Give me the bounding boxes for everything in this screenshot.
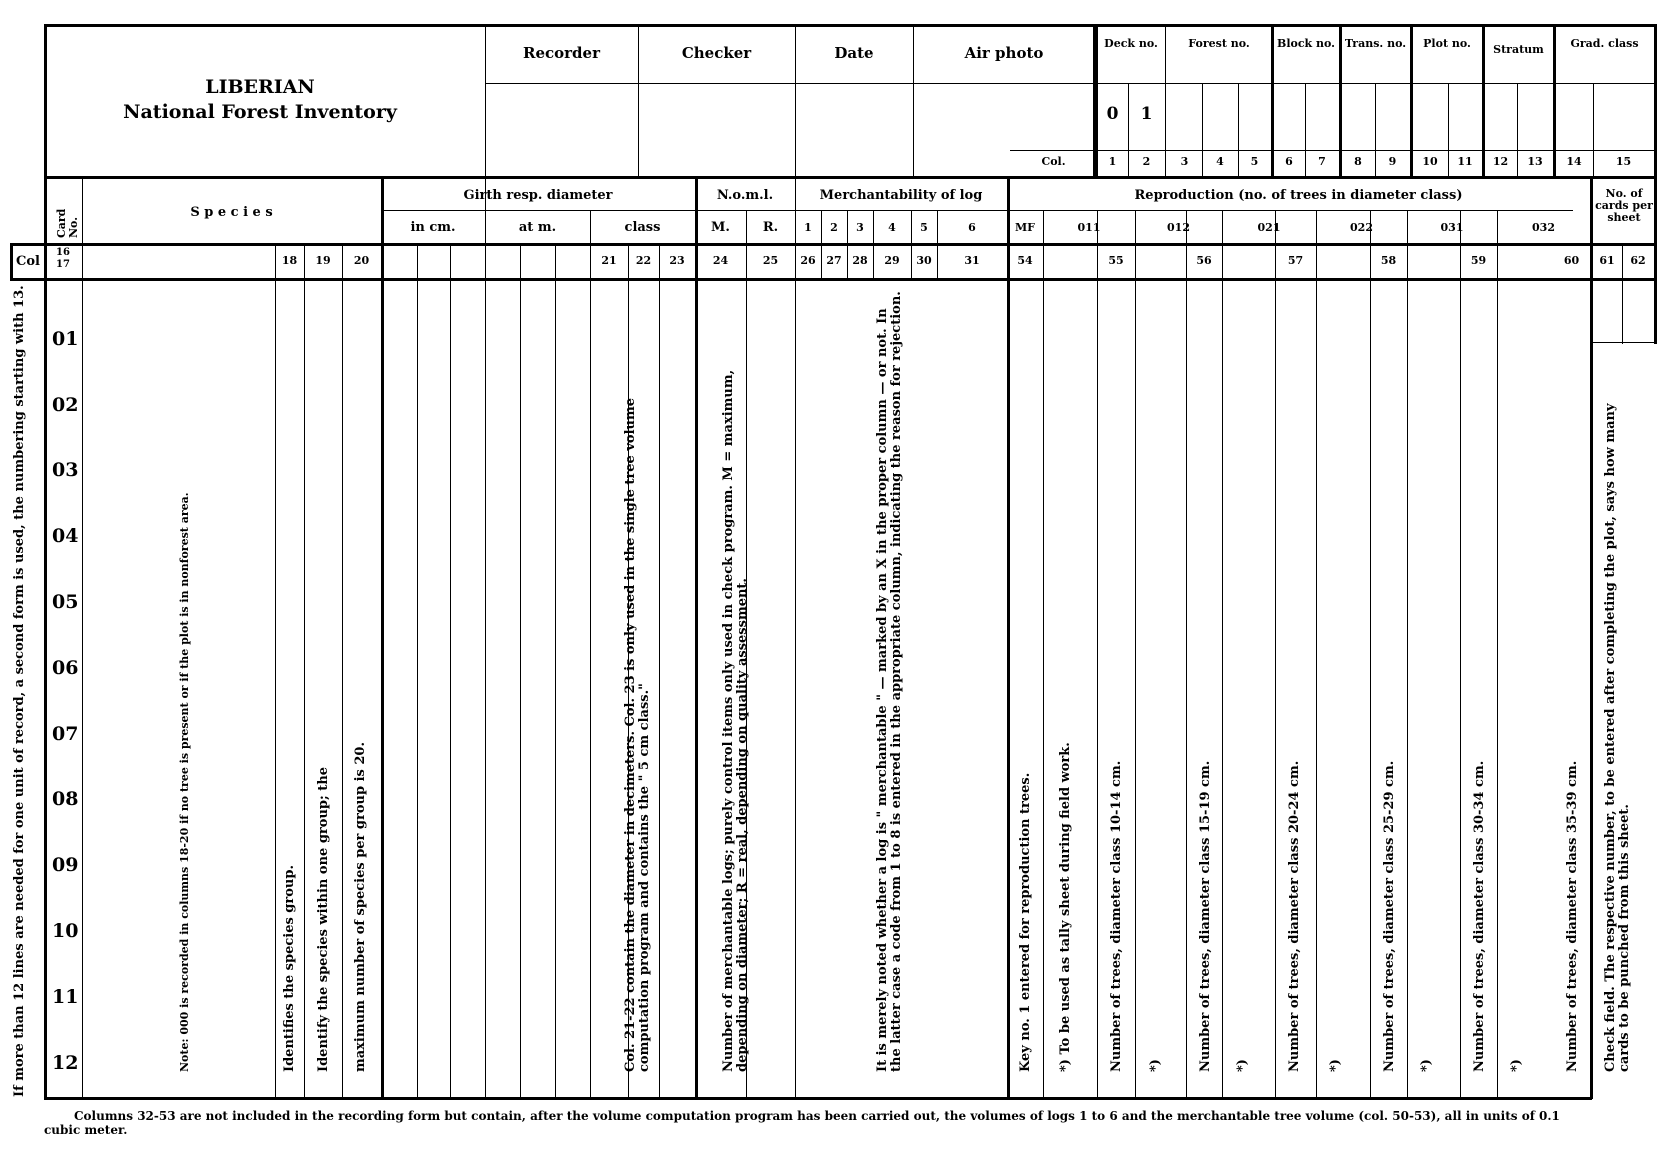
deck-value-1[interactable]: 0	[1106, 104, 1119, 124]
col-row-num: 26	[800, 254, 816, 267]
merch-num: 6	[968, 221, 976, 234]
col-num: 3	[1180, 155, 1189, 168]
col-row-num: 62	[1630, 254, 1646, 267]
m-header: M.	[711, 220, 730, 235]
repro-header: Reproduction (no. of trees in diameter class)	[1134, 188, 1463, 203]
col-row-num: 25	[762, 254, 779, 267]
col19-note: Identify the species within one group; the	[316, 766, 331, 1072]
star-note: *)	[1235, 1059, 1250, 1072]
row-number: 07	[52, 723, 79, 745]
r-header: R.	[762, 220, 779, 235]
col-num: 13	[1527, 155, 1543, 168]
repro-class: 012	[1167, 221, 1190, 234]
in-cm-header: in cm.	[410, 220, 456, 235]
checker-label: Checker	[681, 44, 752, 62]
col-num: 4	[1216, 155, 1224, 168]
block-label: Block no.	[1277, 37, 1335, 50]
col-num: 14	[1566, 155, 1582, 168]
col-row-num: 28	[852, 254, 868, 267]
deck-label: Deck no.	[1104, 37, 1158, 50]
merch-note: It is merely noted whether a log is " merchantable " — marked by an X in the proper column — or not. In the latter case a code from 1 to 8 is entered in the appropriate column, indicating the reason for rejection.	[875, 291, 904, 1072]
c60-note: Number of trees, diameter class 35-39 cm.	[1565, 760, 1580, 1072]
col-num: 15	[1615, 155, 1632, 168]
species-header: S p e c i e s	[190, 205, 273, 220]
card-no-header	[56, 188, 80, 238]
col-row-num: 58	[1380, 254, 1397, 267]
col-row-num: 61	[1599, 254, 1615, 267]
row-number: 08	[52, 788, 79, 810]
col-num: 11	[1457, 155, 1473, 168]
col-num: 6	[1285, 155, 1293, 168]
col-row-num: 18	[281, 254, 298, 267]
row-number: 06	[52, 657, 79, 679]
row-number: 01	[52, 328, 79, 350]
trans-label: Trans. no.	[1344, 37, 1407, 50]
forest-label: Forest no.	[1188, 37, 1250, 50]
left-margin-note: If more than 12 lines are needed for one unit of record, a second form is used, the numbering starting with 13.	[12, 285, 27, 1097]
c55-note: Number of trees, diameter class 10-14 cm.	[1109, 760, 1124, 1072]
row-number: 12	[52, 1052, 79, 1074]
star-note: *)	[1419, 1059, 1434, 1072]
at-m-header: at m.	[518, 220, 557, 235]
col-num: 9	[1388, 155, 1397, 168]
check-field-note: Check field. The respective number, to be entered after completing the plot, says how many cards to be punched from this sheet.	[1603, 403, 1632, 1072]
date-field[interactable]	[797, 86, 911, 174]
card-col-nums: 16 17	[56, 247, 70, 270]
key-note: Key no. 1 entered for reproduction trees.	[1018, 772, 1033, 1072]
col-row-num: 55	[1108, 254, 1124, 267]
col18-note: Identifies the species group.	[282, 865, 297, 1072]
col-num: 10	[1422, 155, 1438, 168]
checker-field[interactable]	[640, 86, 793, 174]
footer-note: Columns 32-53 are not included in the recording form but contain, after the volume computation program has been carried out, the volumes of logs 1 to 6 and the merchantable tree volume (col. 50-53), all in units of 0.1 cubic meter.	[44, 1109, 1560, 1137]
air-photo-label: Air photo	[964, 44, 1044, 62]
col-row-num: 56	[1196, 254, 1212, 267]
row-number: 03	[52, 459, 79, 481]
col-row-label: Col	[16, 254, 40, 269]
star-note: *)	[1148, 1059, 1163, 1072]
repro-class: 032	[1532, 221, 1555, 234]
c56-note: Number of trees, diameter class 15-19 cm.	[1198, 760, 1213, 1072]
tally-note: *) To be used as tally sheet during field work.	[1058, 742, 1073, 1072]
col-row-num: 59	[1470, 254, 1487, 267]
row-number: 02	[52, 394, 79, 416]
c58-note: Number of trees, diameter class 25-29 cm.	[1382, 760, 1397, 1072]
col-num: 7	[1318, 155, 1326, 168]
col-row-num: 57	[1287, 254, 1304, 267]
card-no-label: Card No.	[55, 208, 80, 238]
title-line-1: LIBERIAN	[205, 76, 315, 98]
repro-class: 022	[1350, 221, 1373, 234]
row-number: 10	[52, 920, 79, 942]
star-note: *)	[1509, 1059, 1524, 1072]
mf-header: MF	[1015, 221, 1035, 234]
merch-num: 2	[830, 221, 838, 234]
col-row-num: 31	[964, 254, 980, 267]
star-note: *)	[1328, 1059, 1343, 1072]
col-row-num: 54	[1017, 254, 1033, 267]
plot-label: Plot no.	[1423, 37, 1471, 50]
recorder-label: Recorder	[523, 44, 600, 62]
col-row-num: 23	[669, 254, 685, 267]
col-num: 5	[1250, 155, 1259, 168]
col-row-num: 19	[315, 254, 331, 267]
col-row-num: 27	[826, 254, 842, 267]
row-number: 04	[52, 525, 79, 547]
form-title	[120, 75, 400, 125]
col-row-num: 21	[601, 254, 617, 267]
col-row-num: 29	[884, 254, 900, 267]
diameter-note: Col. 21-22 contain the diameter in decimeters. Col. 23 is only used in the single tree volume computation program and contains the " 5 cm class."	[623, 397, 652, 1072]
merch-num: 1	[804, 221, 812, 234]
air-photo-field[interactable]	[915, 86, 1010, 174]
grad-class-label: Grad. class	[1570, 37, 1639, 50]
c59-note: Number of trees, diameter class 30-34 cm.	[1472, 760, 1487, 1072]
title-line-2: National Forest Inventory	[123, 101, 397, 123]
col-row-num: 24	[712, 254, 729, 267]
col-row-num: 22	[635, 254, 652, 267]
merch-num: 4	[888, 221, 896, 234]
noml-header: N.o.m.l.	[716, 188, 774, 203]
col-row-num: 30	[916, 254, 932, 267]
repro-class: 011	[1077, 221, 1101, 234]
stratum-label: Stratum	[1493, 43, 1544, 56]
class-header: class	[624, 220, 661, 235]
col-num: 1	[1108, 155, 1117, 168]
row-number: 05	[52, 591, 79, 613]
row-number: 09	[52, 854, 79, 876]
merch-num: 3	[856, 221, 864, 234]
col-row-num: 60	[1563, 254, 1580, 267]
row-number: 11	[52, 986, 79, 1008]
col-row-num: 20	[353, 254, 370, 267]
noml-note: Number of merchantable logs; purely control items only used in check program. M = maximum, depending on diameter; R = real, depending on quality assessment.	[721, 369, 750, 1072]
recorder-field[interactable]	[487, 86, 637, 174]
species-note: Note: 000 is recorded in columns 18-20 if no tree is present or if the plot is in nonforest area.	[178, 492, 191, 1072]
col-num: 12	[1492, 155, 1509, 168]
merch-header: Merchantability of log	[819, 188, 983, 203]
repro-class: 021	[1257, 221, 1281, 234]
merch-num: 5	[920, 221, 928, 234]
col-num: 2	[1142, 155, 1151, 168]
no-cards-header: No. of cards per sheet	[1595, 187, 1653, 224]
c57-note: Number of trees, diameter class 20-24 cm.	[1287, 760, 1302, 1072]
deck-value-2[interactable]: 1	[1140, 104, 1153, 124]
col20-note: maximum number of species per group is 20.	[353, 741, 368, 1072]
repro-class: 031	[1440, 221, 1464, 234]
date-label: Date	[834, 44, 874, 62]
col-label-top: Col.	[1041, 155, 1066, 168]
col-num: 8	[1354, 155, 1362, 168]
girth-header: Girth resp. diameter	[463, 188, 613, 203]
